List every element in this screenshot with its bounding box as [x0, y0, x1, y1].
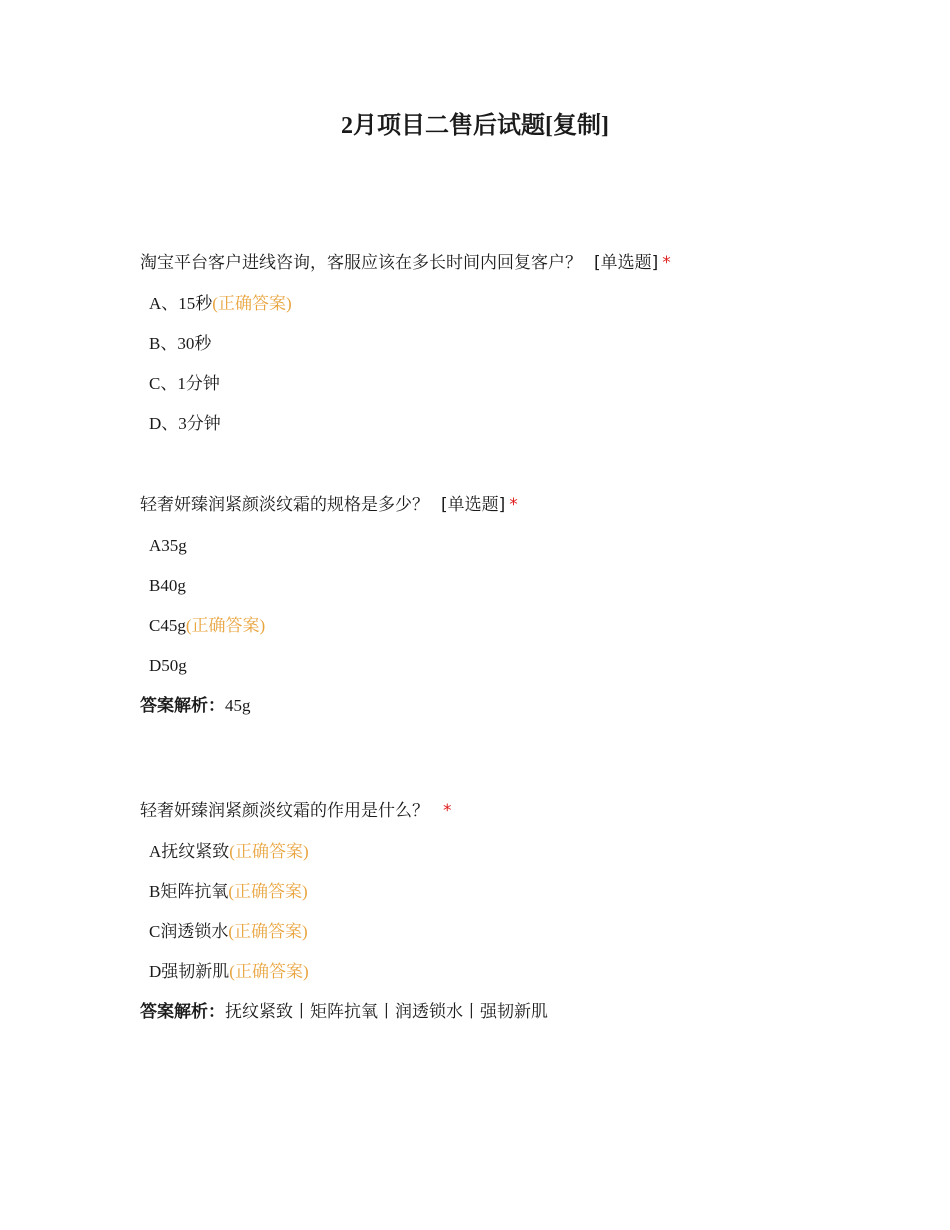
- correct-answer-tag: (正确答案): [185, 616, 266, 635]
- question-3: [140, 798, 840, 1032]
- option-label: B40g: [149, 576, 186, 595]
- option-c[interactable]: [140, 606, 840, 646]
- option-d[interactable]: [140, 646, 840, 686]
- correct-answer-tag: (正确答案): [229, 842, 309, 861]
- option-d[interactable]: [140, 404, 840, 444]
- option-label: D50g: [149, 656, 187, 675]
- option-b[interactable]: [140, 566, 840, 606]
- option-label: D强韧新肌: [149, 962, 230, 981]
- option-label: C45g: [149, 616, 186, 635]
- option-label: C润透锁水: [149, 922, 229, 941]
- question-2: [140, 492, 840, 726]
- question-3-header: [140, 798, 840, 826]
- question-1-text: 淘宝平台客户进线咨询，客服应该在多长时间内回复客户？: [140, 253, 582, 273]
- option-label: B、30秒: [149, 334, 212, 353]
- option-label: C、1分钟: [149, 374, 220, 393]
- answer-analysis-value: 45g: [225, 696, 251, 715]
- option-a[interactable]: [140, 284, 840, 324]
- question-2-type: [单选题]: [441, 495, 506, 515]
- answer-analysis: [140, 992, 840, 1032]
- option-c[interactable]: [140, 364, 840, 404]
- option-b[interactable]: [140, 324, 840, 364]
- question-1-type: [单选题]: [594, 253, 659, 273]
- option-c[interactable]: [140, 912, 840, 952]
- option-b[interactable]: [140, 872, 840, 912]
- question-2-header: [140, 492, 840, 520]
- question-1: [140, 250, 840, 444]
- required-mark: *: [509, 495, 518, 515]
- answer-analysis: [140, 686, 840, 726]
- option-label: D、3分钟: [149, 414, 221, 433]
- question-2-options: [140, 526, 840, 686]
- required-mark: *: [662, 253, 671, 273]
- question-3-text: 轻奢妍臻润紧颜淡纹霜的作用是什么？: [140, 801, 429, 821]
- question-1-options: [140, 284, 840, 444]
- option-label: A抚纹紧致: [149, 842, 230, 861]
- option-d[interactable]: [140, 952, 840, 992]
- option-label: A35g: [149, 536, 187, 555]
- correct-answer-tag: (正确答案): [212, 294, 292, 313]
- page-title: 2月项目二售后试题[复制]: [341, 113, 609, 139]
- option-a[interactable]: [140, 526, 840, 566]
- option-label: B矩阵抗氧: [149, 882, 229, 901]
- answer-analysis-value: 抚纹紧致丨矩阵抗氧丨润透锁水丨强韧新肌: [225, 1002, 548, 1021]
- correct-answer-tag: (正确答案): [228, 882, 308, 901]
- required-mark: *: [443, 801, 452, 821]
- correct-answer-tag: (正确答案): [229, 962, 309, 981]
- answer-analysis-label: 答案解析：: [140, 696, 225, 716]
- option-label: A、15秒: [149, 294, 213, 313]
- question-1-header: [140, 250, 840, 278]
- question-2-text: 轻奢妍臻润紧颜淡纹霜的规格是多少？: [140, 495, 429, 515]
- option-a[interactable]: [140, 832, 840, 872]
- question-3-options: [140, 832, 840, 992]
- correct-answer-tag: (正确答案): [228, 922, 308, 941]
- answer-analysis-label: 答案解析：: [140, 1002, 225, 1022]
